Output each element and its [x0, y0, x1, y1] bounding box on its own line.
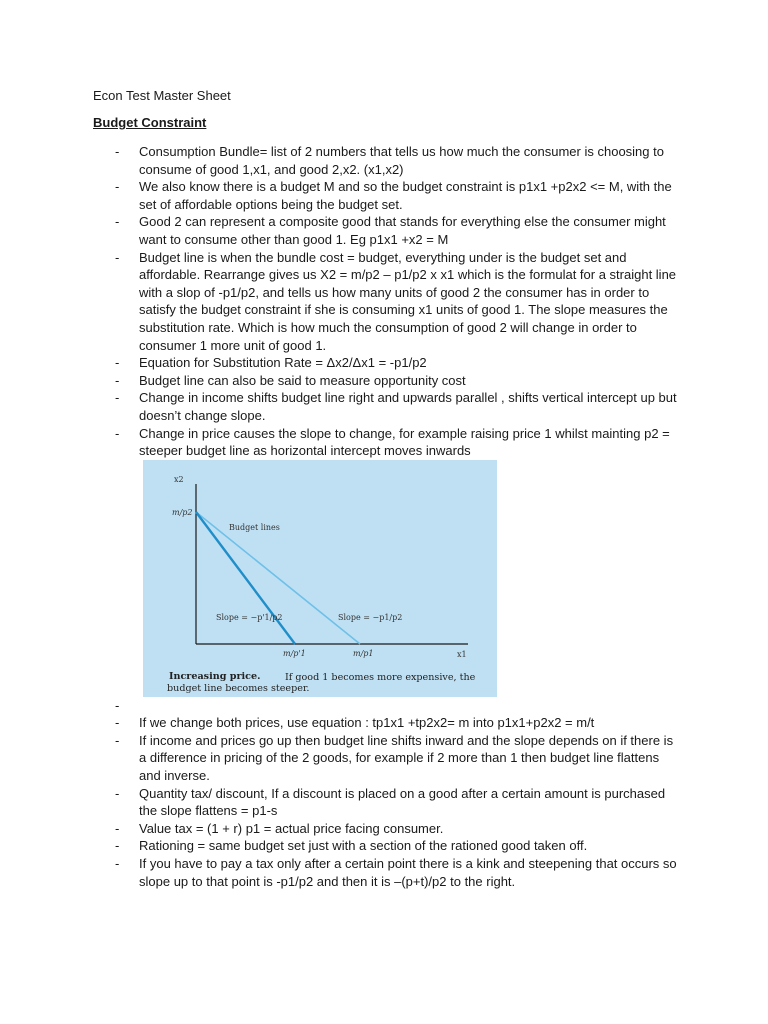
bullet-dash: -	[115, 249, 120, 265]
bullet-text: Quantity tax/ discount, If a discount is placed on a good after a certain amount is purchased the slope flattens = p1-s	[139, 785, 666, 819]
bullet-item	[0, 354, 768, 372]
bullet-text: Budget line can also be said to measure opportunity cost	[139, 372, 466, 388]
bullet-item	[0, 785, 768, 820]
bullet-dash: -	[115, 838, 120, 854]
bullet-dash: -	[115, 425, 120, 441]
bullet-dash: -	[115, 144, 120, 159]
bullet-text: Change in income shifts budget line right and upwards parallel , shifts vertical intercept up but doesn’t change slope.	[139, 390, 677, 423]
bullet-dash: -	[115, 179, 120, 195]
y-axis-label: x2	[174, 474, 184, 484]
x-intercept-original-label: m/p1	[353, 648, 374, 658]
budget-lines-label: Budget lines	[229, 522, 280, 532]
bullet-dash: -	[115, 856, 120, 872]
slope-steeper-label: Slope = −p'1/p2	[216, 612, 283, 622]
bullet-dash: -	[115, 715, 120, 731]
bullet-item	[0, 372, 768, 390]
bullet-dash: -	[115, 732, 120, 748]
bullet-dash: -	[115, 390, 120, 406]
bullet-dash: -	[115, 785, 120, 801]
bullet-item	[0, 732, 768, 785]
y-intercept-label: m/p2	[172, 507, 193, 517]
bullet-text	[139, 697, 679, 715]
caption-text: If good 1 becomes more expensive, the budget line becomes steeper.	[167, 671, 476, 694]
bullet-dash: -	[115, 820, 120, 836]
caption-wrapper	[167, 672, 479, 697]
slope-original-label: Slope = −p1/p2	[338, 612, 403, 622]
bullet-dash: -	[115, 355, 120, 371]
document-title: Econ Test Master Sheet	[93, 88, 231, 103]
bullet-text: Value tax = (1 + r) p1 = actual price facing consumer.	[139, 820, 444, 836]
bullet-item	[0, 837, 768, 855]
section-heading-budget-constraint: Budget Constraint	[93, 115, 207, 130]
bullet-item	[0, 697, 768, 715]
bullet-text: If we change both prices, use equation : tp1x1 +tp2x2= m into p1x1+p2x2 = m/t	[139, 715, 595, 731]
bullet-text: If income and prices go up then budget line shifts inward and the slope depends on if there is a difference in pricing of the 2 goods, for example if 2 more than 1 then budget line flattens and inverse.	[139, 732, 674, 784]
bullet-list	[0, 143, 768, 890]
bullet-text: If you have to pay a tax only after a certain point there is a kink and steepening that occurs so slope up to that point is -p1/p2 and then it is –(p+t)/p2 to the right.	[139, 856, 677, 889]
caption-heading: Increasing price.	[169, 670, 261, 682]
bullet-item	[0, 249, 768, 355]
bullet-item	[0, 820, 768, 838]
bullet-text: Budget line is when the bundle cost = budget, everything under is the budget set and affordable. Rearrange gives us X2 = m/p2 – p1/p2 x x1 which is the formulat for a straight line with a slop of -p1/p2, and tells us how many units of good 2 the consumer has in order to satisfy the budget constraint if she is consuming x1 units of good 1. The slope measures the substitution rate. Which is how much the consumption of good 2 will change in order to consumer 1 more unit of good 1.	[139, 249, 677, 353]
bullet-text: Change in price causes the slope to change, for example raising price 1 whilst mainting p2 = steeper budget line as horizontal intercept moves inwards	[139, 425, 670, 459]
bullet-dash: -	[115, 214, 120, 230]
bullet-item	[0, 425, 768, 460]
bullet-item	[0, 855, 768, 890]
bullet-text: Equation for Substitution Rate = Δx2/Δx1 = -p1/p2	[139, 355, 427, 371]
bullet-dash: -	[115, 372, 120, 388]
bullet-text: Good 2 can represent a composite good that stands for everything else the consumer might want to consume other than good 1. Eg p1x1 +x2 = M	[139, 214, 666, 247]
bullet-item	[0, 213, 768, 248]
bullet-item	[0, 178, 768, 213]
bullet-dash: -	[115, 697, 120, 713]
bullet-text: We also know there is a budget M and so the budget constraint is p1x1 +p2x2 <= M, with the set of affordable options being the budget set.	[139, 179, 672, 212]
bullet-item	[0, 714, 768, 732]
budget-line-figure	[143, 460, 497, 697]
bullet-item	[0, 143, 768, 178]
budget-line-diagram	[143, 460, 497, 697]
bullet-text: Consumption Bundle= list of 2 numbers that tells us how much the consumer is choosing to consume of good 1,x1, and good 2,x2. (x1,x2)	[139, 144, 664, 177]
x-intercept-steeper-label: m/p'1	[283, 648, 306, 658]
bullet-text: Rationing = same budget set just with a section of the rationed good taken off.	[139, 838, 588, 854]
bullet-item	[0, 389, 768, 424]
x-axis-label: x1	[457, 649, 467, 659]
